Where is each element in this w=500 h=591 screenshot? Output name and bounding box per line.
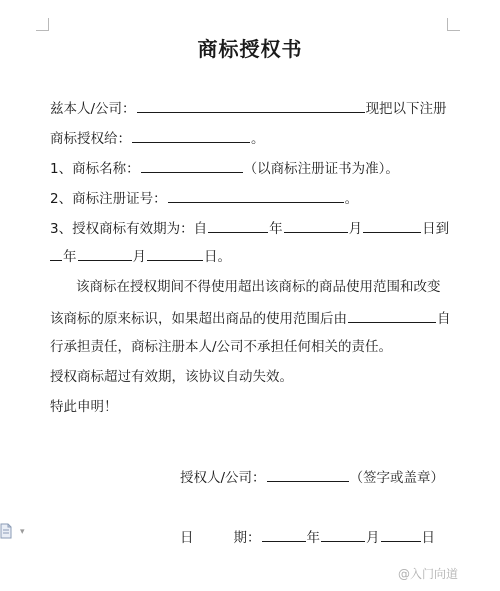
- paragraph-restriction: 该商标在授权期间不得使用超出该商标的商品使用范围和改变: [76, 279, 441, 295]
- signature-blank[interactable]: [267, 467, 349, 482]
- end-year-blank[interactable]: [78, 246, 132, 261]
- page-corner-mark-left: [36, 18, 49, 31]
- end-year-prefix-blank[interactable]: [50, 246, 62, 261]
- responsible-party-blank[interactable]: [348, 308, 436, 323]
- paragraph-expiry: 授权商标超过有效期，该协议自动失效。: [50, 369, 293, 385]
- document-icon[interactable]: [0, 523, 12, 539]
- date-line: 日 期： 年 月 日: [180, 527, 435, 547]
- signature-line: 授权人/公司： （签字或盖章）: [180, 467, 444, 487]
- page-corner-mark-right: [447, 18, 460, 31]
- start-year-blank[interactable]: [208, 218, 268, 233]
- date-month-blank[interactable]: [321, 527, 365, 542]
- start-day-blank[interactable]: [363, 218, 421, 233]
- line-trademark-name: 1、商标名称： （以商标注册证书为准）。: [50, 158, 399, 178]
- paragraph-liability: 行承担责任，商标注册本人/公司不承担任何相关的责任。: [50, 339, 393, 355]
- paragraph-identity: 该商标的原来标识，如果超出商品的使用范围后由 自: [50, 308, 451, 328]
- date-year-blank[interactable]: [262, 527, 306, 542]
- line-validity-start: 3、授权商标有效期为：自 年 月 日到: [50, 218, 449, 238]
- authorizer-blank[interactable]: [137, 98, 365, 113]
- end-month-blank[interactable]: [147, 246, 203, 261]
- watermark: @入门向道: [398, 567, 459, 581]
- registration-number-blank[interactable]: [168, 188, 344, 203]
- line-validity-end: 年 月 日。: [50, 246, 231, 266]
- paragraph-declaration: 特此申明！: [50, 399, 118, 415]
- document-title: 商标授权书: [197, 37, 303, 61]
- grantee-blank[interactable]: [132, 128, 250, 143]
- start-month-blank[interactable]: [284, 218, 348, 233]
- line-registration-number: 2、商标注册证号： 。: [50, 188, 358, 208]
- line-grantee: 商标授权给： 。: [50, 128, 265, 148]
- date-day-blank[interactable]: [381, 527, 421, 542]
- chevron-down-icon[interactable]: ▾: [20, 527, 25, 537]
- line-authorizer: 兹本人/公司： 现把以下注册: [50, 98, 447, 118]
- trademark-name-blank[interactable]: [141, 158, 243, 173]
